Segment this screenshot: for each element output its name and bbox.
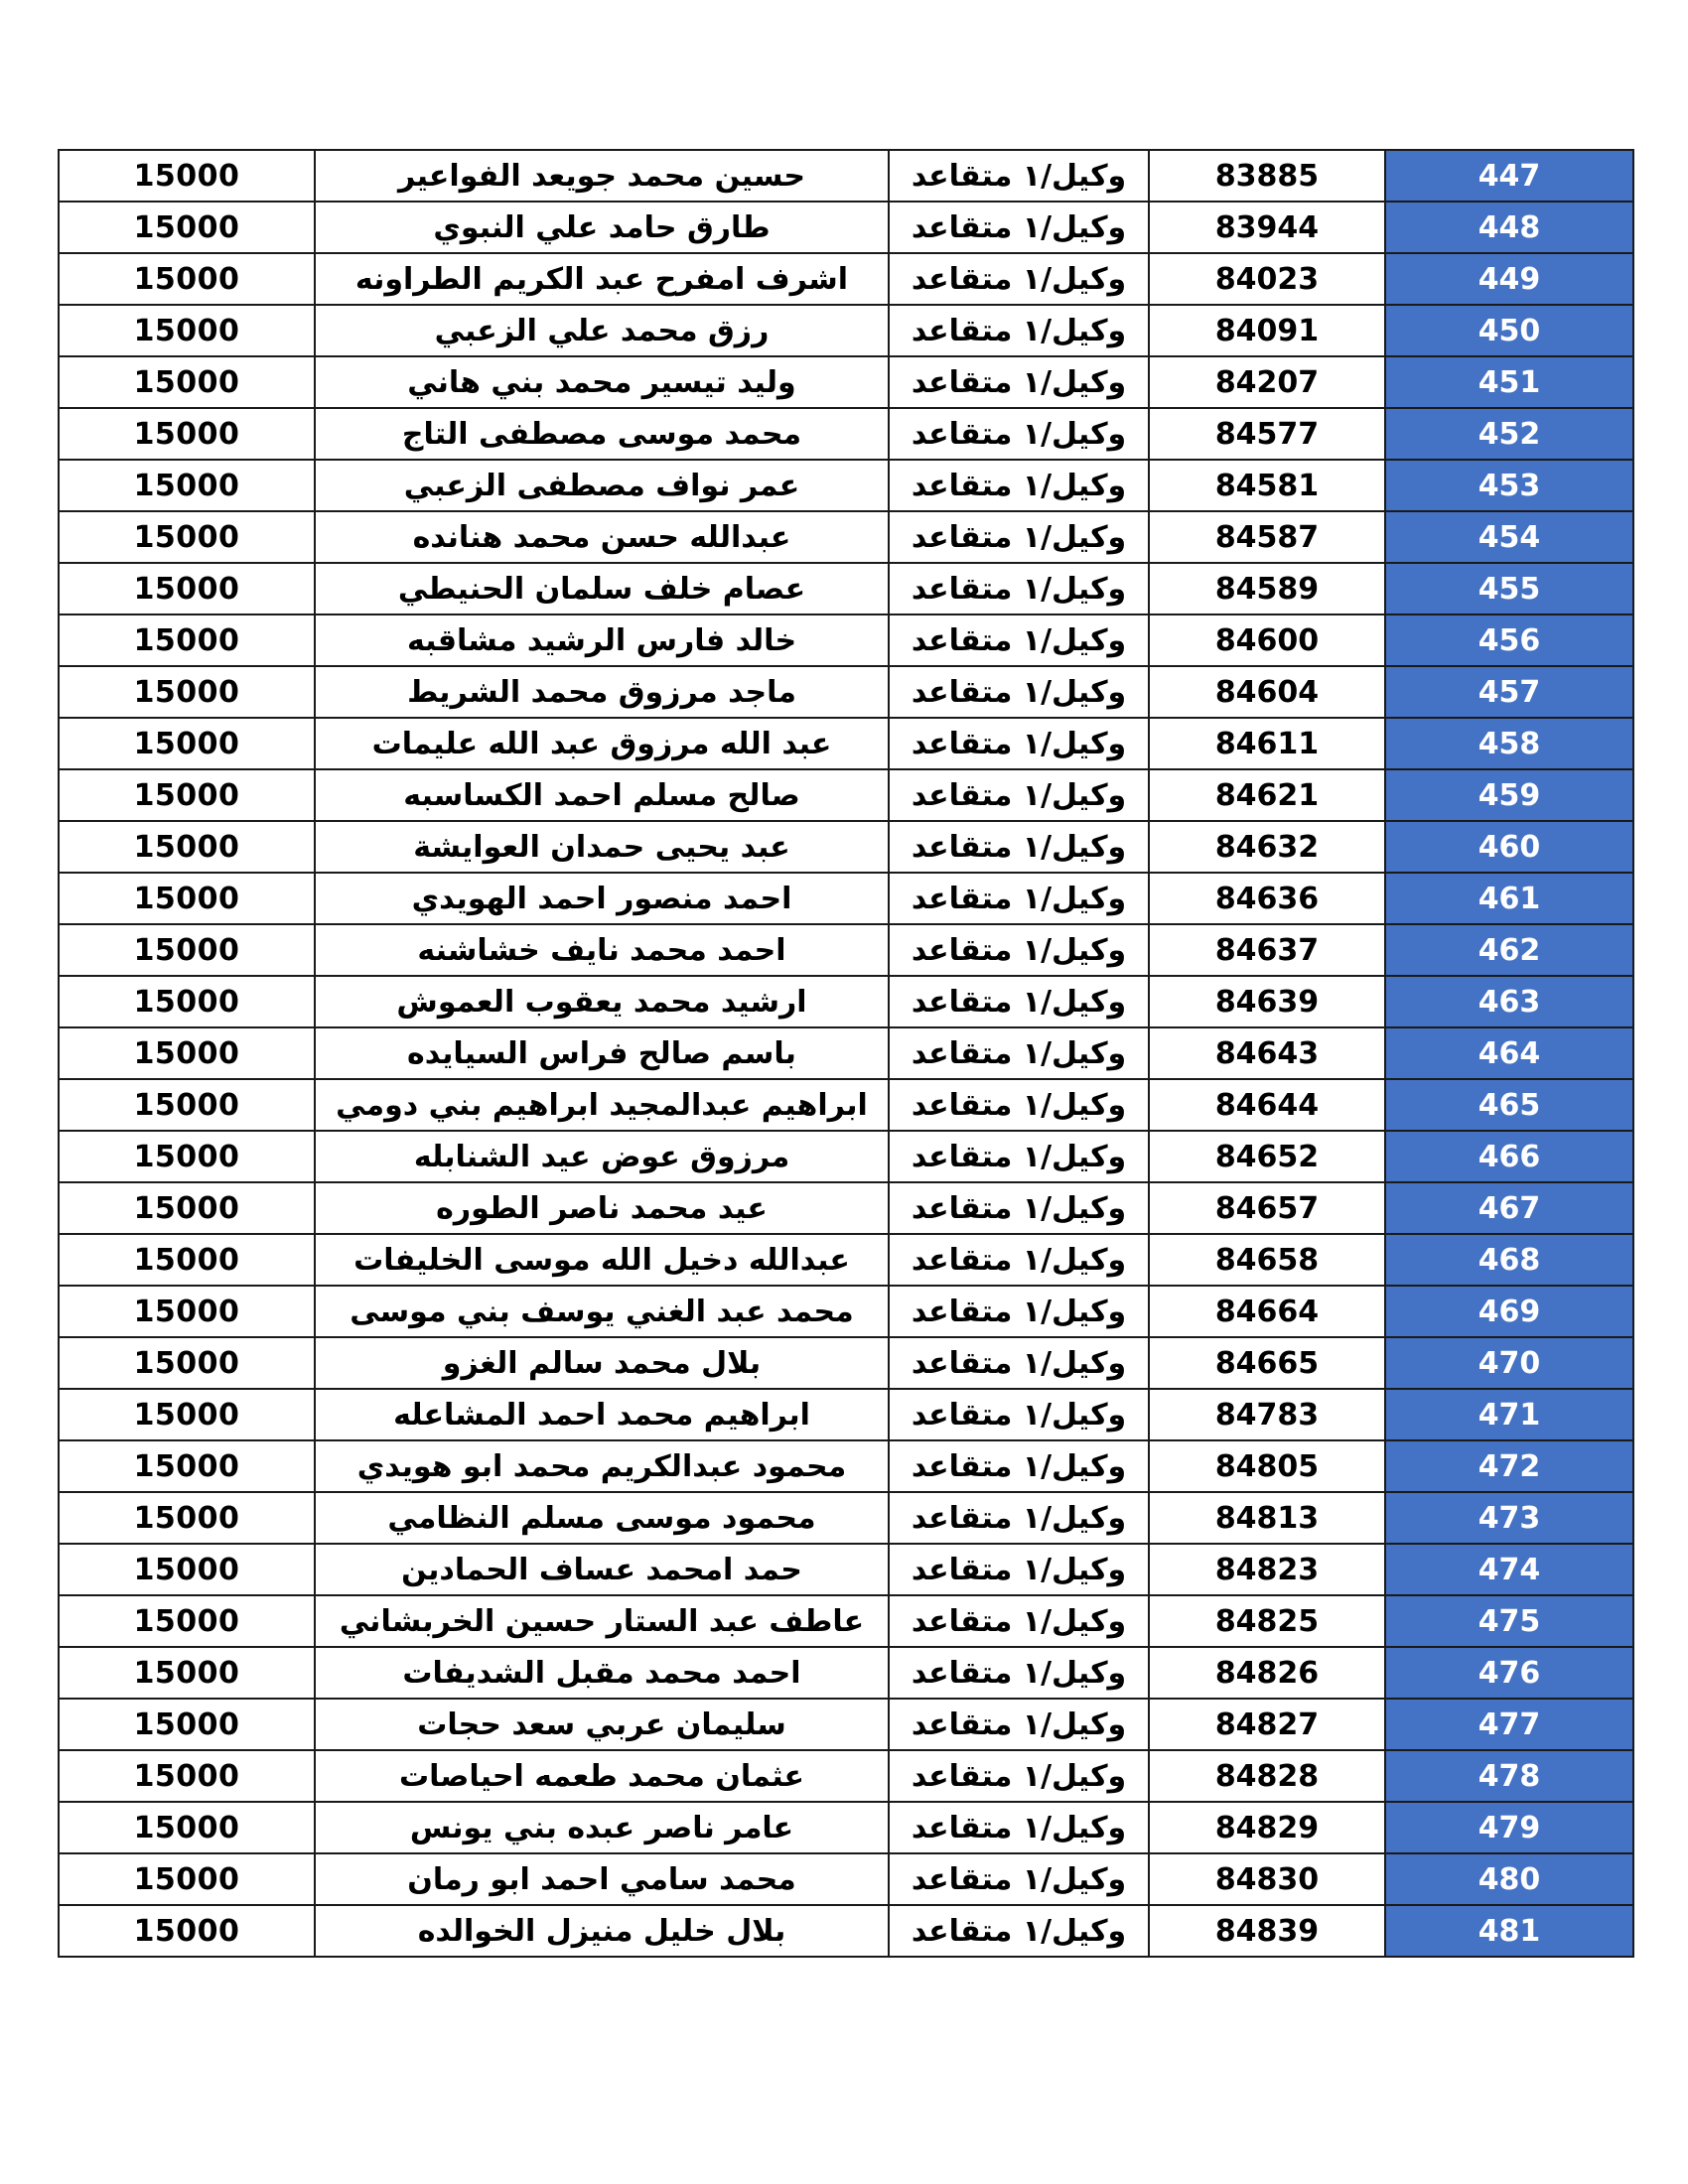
table-row xyxy=(59,408,1633,460)
serial-number-cell: 470 xyxy=(1385,1337,1633,1389)
name-cell: عاطف عبد الستار حسين الخربشاني xyxy=(315,1595,889,1647)
name-cell: محمد عبد الغني يوسف بني موسى xyxy=(315,1286,889,1337)
rank-cell: وكيل/١ متقاعد xyxy=(889,1750,1149,1802)
code-cell: 84783 xyxy=(1149,1389,1385,1440)
rank-cell: وكيل/١ متقاعد xyxy=(889,1853,1149,1905)
amount-cell: 15000 xyxy=(59,1802,315,1853)
name-cell: ماجد مرزوق محمد الشريط xyxy=(315,666,889,718)
table-row xyxy=(59,1802,1633,1853)
amount-cell: 15000 xyxy=(59,873,315,924)
amount-cell: 15000 xyxy=(59,356,315,408)
name-cell: سليمان عربي سعد حجات xyxy=(315,1699,889,1750)
code-cell: 84665 xyxy=(1149,1337,1385,1389)
serial-number-cell: 448 xyxy=(1385,202,1633,253)
name-cell: طارق حامد علي النبوي xyxy=(315,202,889,253)
serial-number-cell: 460 xyxy=(1385,821,1633,873)
amount-cell: 15000 xyxy=(59,1079,315,1131)
table-row xyxy=(59,1699,1633,1750)
amount-cell: 15000 xyxy=(59,821,315,873)
amount-cell: 15000 xyxy=(59,976,315,1027)
serial-number-cell: 453 xyxy=(1385,460,1633,511)
serial-number-cell: 466 xyxy=(1385,1131,1633,1182)
rank-cell: وكيل/١ متقاعد xyxy=(889,202,1149,253)
serial-number-cell: 461 xyxy=(1385,873,1633,924)
table-row xyxy=(59,1027,1633,1079)
name-cell: ارشيد محمد يعقوب العموش xyxy=(315,976,889,1027)
serial-number-cell: 469 xyxy=(1385,1286,1633,1337)
serial-number-cell: 478 xyxy=(1385,1750,1633,1802)
code-cell: 84830 xyxy=(1149,1853,1385,1905)
code-cell: 84658 xyxy=(1149,1234,1385,1286)
rank-cell: وكيل/١ متقاعد xyxy=(889,1131,1149,1182)
name-cell: عبد الله مرزوق عبد الله عليمات xyxy=(315,718,889,769)
serial-number-cell: 473 xyxy=(1385,1492,1633,1544)
amount-cell: 15000 xyxy=(59,1286,315,1337)
table-row xyxy=(59,1389,1633,1440)
code-cell: 83944 xyxy=(1149,202,1385,253)
amount-cell: 15000 xyxy=(59,1389,315,1440)
table-row xyxy=(59,1853,1633,1905)
rank-cell: وكيل/١ متقاعد xyxy=(889,873,1149,924)
name-cell: محمود موسى مسلم النظامي xyxy=(315,1492,889,1544)
code-cell: 83885 xyxy=(1149,150,1385,202)
serial-number-cell: 462 xyxy=(1385,924,1633,976)
table-row xyxy=(59,924,1633,976)
name-cell: اشرف امفرح عبد الكريم الطراونه xyxy=(315,253,889,305)
code-cell: 84577 xyxy=(1149,408,1385,460)
code-cell: 84589 xyxy=(1149,563,1385,614)
code-cell: 84207 xyxy=(1149,356,1385,408)
name-cell: محمود عبدالكريم محمد ابو هويدي xyxy=(315,1440,889,1492)
table-row xyxy=(59,1286,1633,1337)
name-cell: رزق محمد علي الزعبي xyxy=(315,305,889,356)
table-row xyxy=(59,1182,1633,1234)
name-cell: عبد يحيى حمدان العوايشة xyxy=(315,821,889,873)
amount-cell: 15000 xyxy=(59,1131,315,1182)
table-row xyxy=(59,1131,1633,1182)
rank-cell: وكيل/١ متقاعد xyxy=(889,1595,1149,1647)
rank-cell: وكيل/١ متقاعد xyxy=(889,1337,1149,1389)
name-cell: احمد محمد نايف خشاشنه xyxy=(315,924,889,976)
amount-cell: 15000 xyxy=(59,1595,315,1647)
serial-number-cell: 452 xyxy=(1385,408,1633,460)
serial-number-cell: 459 xyxy=(1385,769,1633,821)
table-row xyxy=(59,1544,1633,1595)
rank-cell: وكيل/١ متقاعد xyxy=(889,408,1149,460)
table-row xyxy=(59,305,1633,356)
table-row xyxy=(59,1337,1633,1389)
amount-cell: 15000 xyxy=(59,150,315,202)
name-cell: عثمان محمد طعمه احياصات xyxy=(315,1750,889,1802)
code-cell: 84637 xyxy=(1149,924,1385,976)
amount-cell: 15000 xyxy=(59,1905,315,1957)
serial-number-cell: 477 xyxy=(1385,1699,1633,1750)
amount-cell: 15000 xyxy=(59,202,315,253)
table-row xyxy=(59,356,1633,408)
amount-cell: 15000 xyxy=(59,1182,315,1234)
table-row xyxy=(59,253,1633,305)
serial-number-cell: 465 xyxy=(1385,1079,1633,1131)
name-cell: عبدالله دخيل الله موسى الخليفات xyxy=(315,1234,889,1286)
code-cell: 84826 xyxy=(1149,1647,1385,1699)
table-row xyxy=(59,821,1633,873)
name-cell: بلال محمد سالم الغزو xyxy=(315,1337,889,1389)
serial-number-cell: 455 xyxy=(1385,563,1633,614)
serial-number-cell: 454 xyxy=(1385,511,1633,563)
serial-number-cell: 481 xyxy=(1385,1905,1633,1957)
amount-cell: 15000 xyxy=(59,460,315,511)
code-cell: 84611 xyxy=(1149,718,1385,769)
table-row xyxy=(59,202,1633,253)
serial-number-cell: 457 xyxy=(1385,666,1633,718)
code-cell: 84581 xyxy=(1149,460,1385,511)
rank-cell: وكيل/١ متقاعد xyxy=(889,511,1149,563)
serial-number-cell: 472 xyxy=(1385,1440,1633,1492)
serial-number-cell: 456 xyxy=(1385,614,1633,666)
code-cell: 84829 xyxy=(1149,1802,1385,1853)
code-cell: 84827 xyxy=(1149,1699,1385,1750)
serial-number-cell: 474 xyxy=(1385,1544,1633,1595)
table-row xyxy=(59,873,1633,924)
name-cell: عصام خلف سلمان الحنيطي xyxy=(315,563,889,614)
rank-cell: وكيل/١ متقاعد xyxy=(889,1389,1149,1440)
serial-number-cell: 458 xyxy=(1385,718,1633,769)
serial-number-cell: 449 xyxy=(1385,253,1633,305)
table-row xyxy=(59,1492,1633,1544)
table-row xyxy=(59,460,1633,511)
amount-cell: 15000 xyxy=(59,253,315,305)
rank-cell: وكيل/١ متقاعد xyxy=(889,1286,1149,1337)
rank-cell: وكيل/١ متقاعد xyxy=(889,718,1149,769)
table-row xyxy=(59,1647,1633,1699)
rank-cell: وكيل/١ متقاعد xyxy=(889,769,1149,821)
rank-cell: وكيل/١ متقاعد xyxy=(889,666,1149,718)
amount-cell: 15000 xyxy=(59,1440,315,1492)
amount-cell: 15000 xyxy=(59,1492,315,1544)
table-row xyxy=(59,1595,1633,1647)
code-cell: 84828 xyxy=(1149,1750,1385,1802)
table-row xyxy=(59,614,1633,666)
rank-cell: وكيل/١ متقاعد xyxy=(889,1027,1149,1079)
code-cell: 84644 xyxy=(1149,1079,1385,1131)
code-cell: 84639 xyxy=(1149,976,1385,1027)
amount-cell: 15000 xyxy=(59,1337,315,1389)
amount-cell: 15000 xyxy=(59,718,315,769)
serial-number-cell: 476 xyxy=(1385,1647,1633,1699)
name-cell: خالد فارس الرشيد مشاقبه xyxy=(315,614,889,666)
rank-cell: وكيل/١ متقاعد xyxy=(889,563,1149,614)
rank-cell: وكيل/١ متقاعد xyxy=(889,1905,1149,1957)
name-cell: عبدالله حسن محمد هنانده xyxy=(315,511,889,563)
amount-cell: 15000 xyxy=(59,305,315,356)
serial-number-cell: 479 xyxy=(1385,1802,1633,1853)
amount-cell: 15000 xyxy=(59,769,315,821)
rank-cell: وكيل/١ متقاعد xyxy=(889,1079,1149,1131)
amount-cell: 15000 xyxy=(59,614,315,666)
code-cell: 84643 xyxy=(1149,1027,1385,1079)
table-row xyxy=(59,666,1633,718)
amount-cell: 15000 xyxy=(59,1027,315,1079)
serial-number-cell: 464 xyxy=(1385,1027,1633,1079)
rank-cell: وكيل/١ متقاعد xyxy=(889,253,1149,305)
roster-body xyxy=(59,150,1633,1957)
rank-cell: وكيل/١ متقاعد xyxy=(889,1492,1149,1544)
name-cell: احمد منصور احمد الهويدي xyxy=(315,873,889,924)
table-row xyxy=(59,1440,1633,1492)
code-cell: 84600 xyxy=(1149,614,1385,666)
amount-cell: 15000 xyxy=(59,1544,315,1595)
serial-number-cell: 467 xyxy=(1385,1182,1633,1234)
table-row xyxy=(59,769,1633,821)
name-cell: عيد محمد ناصر الطوره xyxy=(315,1182,889,1234)
amount-cell: 15000 xyxy=(59,1853,315,1905)
amount-cell: 15000 xyxy=(59,511,315,563)
rank-cell: وكيل/١ متقاعد xyxy=(889,305,1149,356)
code-cell: 84587 xyxy=(1149,511,1385,563)
name-cell: ابراهيم محمد احمد المشاعله xyxy=(315,1389,889,1440)
amount-cell: 15000 xyxy=(59,1647,315,1699)
amount-cell: 15000 xyxy=(59,1750,315,1802)
code-cell: 84652 xyxy=(1149,1131,1385,1182)
serial-number-cell: 475 xyxy=(1385,1595,1633,1647)
rank-cell: وكيل/١ متقاعد xyxy=(889,1699,1149,1750)
rank-cell: وكيل/١ متقاعد xyxy=(889,150,1149,202)
table-row xyxy=(59,1234,1633,1286)
serial-number-cell: 468 xyxy=(1385,1234,1633,1286)
name-cell: حسين محمد جويعد الفواعير xyxy=(315,150,889,202)
name-cell: بلال خليل منيزل الخوالده xyxy=(315,1905,889,1957)
table-row xyxy=(59,150,1633,202)
rank-cell: وكيل/١ متقاعد xyxy=(889,924,1149,976)
name-cell: صالح مسلم احمد الكساسبه xyxy=(315,769,889,821)
name-cell: محمد سامي احمد ابو رمان xyxy=(315,1853,889,1905)
name-cell: باسم صالح فراس السيايده xyxy=(315,1027,889,1079)
table-row xyxy=(59,511,1633,563)
rank-cell: وكيل/١ متقاعد xyxy=(889,821,1149,873)
code-cell: 84604 xyxy=(1149,666,1385,718)
name-cell: ابراهيم عبدالمجيد ابراهيم بني دومي xyxy=(315,1079,889,1131)
table-row xyxy=(59,976,1633,1027)
amount-cell: 15000 xyxy=(59,924,315,976)
table-row xyxy=(59,718,1633,769)
roster-table xyxy=(58,149,1634,1958)
code-cell: 84813 xyxy=(1149,1492,1385,1544)
name-cell: احمد محمد مقبل الشديفات xyxy=(315,1647,889,1699)
rank-cell: وكيل/١ متقاعد xyxy=(889,460,1149,511)
code-cell: 84839 xyxy=(1149,1905,1385,1957)
code-cell: 84621 xyxy=(1149,769,1385,821)
serial-number-cell: 451 xyxy=(1385,356,1633,408)
rank-cell: وكيل/١ متقاعد xyxy=(889,1802,1149,1853)
code-cell: 84636 xyxy=(1149,873,1385,924)
amount-cell: 15000 xyxy=(59,666,315,718)
amount-cell: 15000 xyxy=(59,408,315,460)
amount-cell: 15000 xyxy=(59,1699,315,1750)
serial-number-cell: 471 xyxy=(1385,1389,1633,1440)
table-row xyxy=(59,1079,1633,1131)
amount-cell: 15000 xyxy=(59,1234,315,1286)
rank-cell: وكيل/١ متقاعد xyxy=(889,614,1149,666)
rank-cell: وكيل/١ متقاعد xyxy=(889,1647,1149,1699)
name-cell: وليد تيسير محمد بني هاني xyxy=(315,356,889,408)
name-cell: عمر نواف مصطفى الزعبي xyxy=(315,460,889,511)
serial-number-cell: 450 xyxy=(1385,305,1633,356)
serial-number-cell: 463 xyxy=(1385,976,1633,1027)
code-cell: 84023 xyxy=(1149,253,1385,305)
rank-cell: وكيل/١ متقاعد xyxy=(889,976,1149,1027)
serial-number-cell: 480 xyxy=(1385,1853,1633,1905)
rank-cell: وكيل/١ متقاعد xyxy=(889,1182,1149,1234)
rank-cell: وكيل/١ متقاعد xyxy=(889,356,1149,408)
table-row xyxy=(59,1905,1633,1957)
name-cell: محمد موسى مصطفى التاج xyxy=(315,408,889,460)
name-cell: حمد امحمد عساف الحمادين xyxy=(315,1544,889,1595)
code-cell: 84091 xyxy=(1149,305,1385,356)
code-cell: 84823 xyxy=(1149,1544,1385,1595)
code-cell: 84825 xyxy=(1149,1595,1385,1647)
name-cell: عامر ناصر عبده بني يونس xyxy=(315,1802,889,1853)
table-row xyxy=(59,1750,1633,1802)
rank-cell: وكيل/١ متقاعد xyxy=(889,1544,1149,1595)
code-cell: 84664 xyxy=(1149,1286,1385,1337)
table-row xyxy=(59,563,1633,614)
code-cell: 84805 xyxy=(1149,1440,1385,1492)
code-cell: 84632 xyxy=(1149,821,1385,873)
code-cell: 84657 xyxy=(1149,1182,1385,1234)
amount-cell: 15000 xyxy=(59,563,315,614)
name-cell: مرزوق عوض عيد الشنابله xyxy=(315,1131,889,1182)
serial-number-cell: 447 xyxy=(1385,150,1633,202)
rank-cell: وكيل/١ متقاعد xyxy=(889,1440,1149,1492)
rank-cell: وكيل/١ متقاعد xyxy=(889,1234,1149,1286)
